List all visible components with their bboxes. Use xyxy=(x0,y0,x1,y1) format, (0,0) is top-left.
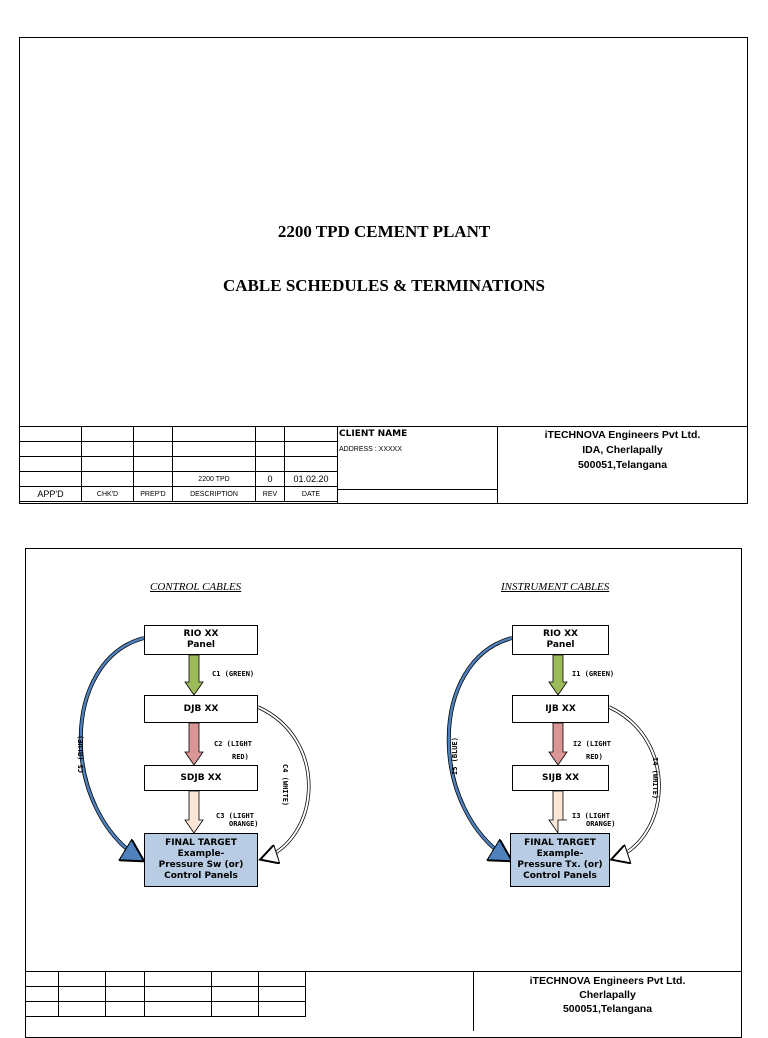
company-name-2: iTECHNOVA Engineers Pvt Ltd. xyxy=(529,975,686,987)
instrument-final-label-2: Example- xyxy=(536,849,584,859)
company-address-2: Cherlapally xyxy=(579,989,636,1001)
instrument-final-target-box xyxy=(510,833,610,887)
c3-light-orange-arrow xyxy=(185,791,203,833)
control-final-label-4: Control Panels xyxy=(164,871,238,881)
i3-label-line2: ORANGE) xyxy=(586,820,616,828)
instrument-rio-box xyxy=(512,625,609,655)
company-name: iTECHNOVA Engineers Pvt Ltd. xyxy=(544,429,701,441)
control-sdjb-box xyxy=(144,765,258,791)
c2-label-line2: RED) xyxy=(232,753,249,761)
instrument-cables-header: INSTRUMENT CABLES xyxy=(501,581,610,593)
cover-title: 2200 TPD CEMENT PLANT xyxy=(277,222,491,241)
i4-label: I4 (WHITE) xyxy=(651,757,659,800)
instrument-sijb-label: SIJB XX xyxy=(541,772,580,783)
instrument-rio-sublabel: Panel xyxy=(546,640,575,650)
company-pincode-2: 500051,Telangana xyxy=(562,1003,653,1015)
cover-subtitle: CABLE SCHEDULES & TERMINATIONS xyxy=(223,276,545,295)
revision-table-2 xyxy=(25,971,475,1017)
control-djb-label: DJB XX xyxy=(183,703,219,714)
c3-label-line2: ORANGE) xyxy=(229,820,259,828)
control-rio-box xyxy=(144,625,258,655)
i2-label-line2: RED) xyxy=(586,753,603,761)
i3-label-line1: I3 (LIGHT xyxy=(572,812,610,820)
header-prepared: PREP'D xyxy=(134,487,173,502)
instrument-ijb-box xyxy=(512,695,609,723)
control-djb-box xyxy=(144,695,258,723)
control-final-label-3: Pressure Sw (or) xyxy=(158,860,244,870)
client-address: ADDRESS : XXXXX xyxy=(339,446,403,453)
header-checked: CHK'D xyxy=(82,487,134,502)
c1-label: C1 (GREEN) xyxy=(212,670,255,678)
i1-label: I1 (GREEN) xyxy=(572,670,615,678)
revision-date: 01.02.20 xyxy=(285,472,338,487)
header-date: DATE xyxy=(285,487,338,502)
i3-light-orange-arrow xyxy=(549,791,567,833)
company-address: IDA, Cherlapally xyxy=(582,444,663,456)
instrument-rio-label: RIO XX xyxy=(543,629,578,639)
i2-label-line1: I2 (LIGHT xyxy=(573,740,611,748)
c1-green-arrow xyxy=(185,655,203,695)
instrument-sijb-box xyxy=(512,765,609,791)
control-cables-header: CONTROL CABLES xyxy=(150,581,242,593)
c5-blue-cable xyxy=(81,638,144,860)
control-final-label-1: FINAL TARGET xyxy=(165,838,237,848)
c3-label-line1: C3 (LIGHT xyxy=(216,812,254,820)
i1-green-arrow xyxy=(549,655,567,695)
header-rev: REV xyxy=(256,487,285,502)
instrument-final-label-4: Control Panels xyxy=(523,871,597,881)
instrument-ijb-label: IJB XX xyxy=(545,703,576,714)
header-approved: APP'D xyxy=(20,487,82,502)
i5-label: I5 (BLUE) xyxy=(451,737,459,775)
revision-number: 0 xyxy=(256,472,285,487)
control-rio-label: RIO XX xyxy=(183,629,219,639)
c2-label-line1: C2 (LIGHT xyxy=(214,740,252,748)
control-final-label-2: Example- xyxy=(177,849,225,859)
company-info-2 xyxy=(473,974,742,1016)
control-sdjb-label: SDJB XX xyxy=(180,772,222,783)
c2-light-red-arrow xyxy=(185,723,203,765)
control-final-target-box xyxy=(144,833,258,887)
c5-label: C5 (BLUE) xyxy=(77,735,85,773)
instrument-final-label-3: Pressure Tx. (or) xyxy=(517,860,603,870)
instrument-final-label-1: FINAL TARGET xyxy=(524,838,596,848)
header-description: DESCRIPTION xyxy=(173,487,256,502)
control-rio-sublabel: Panel xyxy=(186,640,216,650)
revision-description: 2200 TPD xyxy=(173,472,256,487)
i2-light-red-arrow xyxy=(549,723,567,765)
c4-label: C4 (WHITE) xyxy=(281,764,289,807)
client-name: CLIENT NAME xyxy=(339,429,408,439)
company-pincode: 500051,Telangana xyxy=(577,459,668,471)
